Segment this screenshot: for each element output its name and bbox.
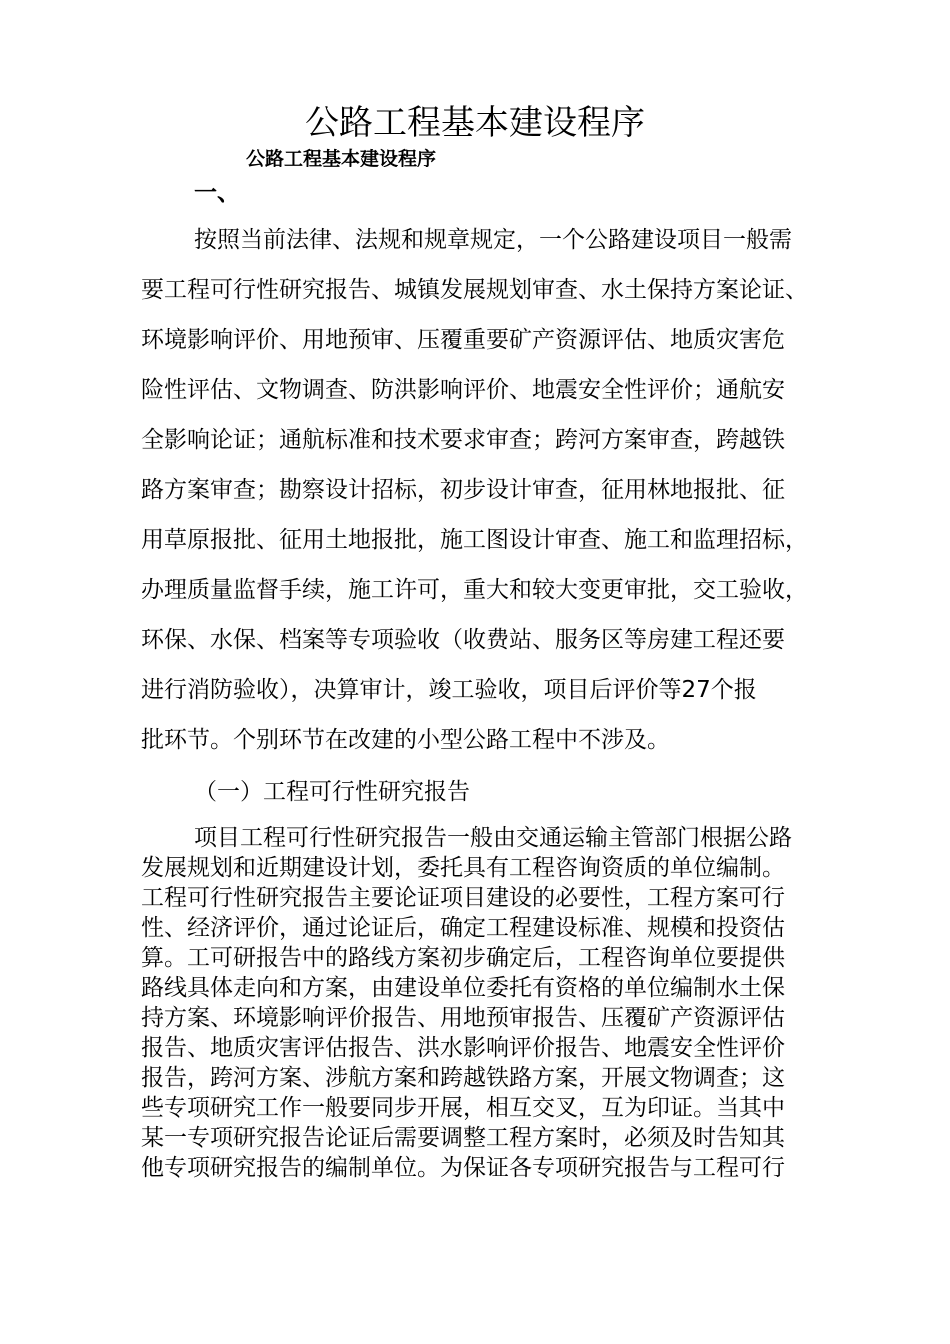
paragraph-1-line: 环境影响评价、用地预审、压覆重要矿产资源评估、地质灾害危 <box>141 327 785 353</box>
section-number: 一、 <box>194 180 240 206</box>
paragraph-1 <box>141 215 841 765</box>
paragraph-1-line: 进行消防验收），决算审计，竣工验收，项目后评价等27个报 <box>141 677 757 703</box>
paragraph-1-line: 险性评估、文物调查、防洪影响评价、地震安全性评价；通航安 <box>141 377 785 403</box>
paragraph-1-line: 路方案审查；勘察设计招标，初步设计审查，征用林地报批、征 <box>141 477 785 503</box>
paragraph-2-line: 发展规划和近期建设计划，委托具有工程咨询资质的单位编制。 <box>141 855 785 881</box>
paragraph-2-line: 持方案、环境影响评价报告、用地预审报告、压覆矿产资源评估 <box>141 1005 785 1031</box>
paragraph-2-line: 工程可行性研究报告主要论证项目建设的必要性，工程方案可行 <box>141 885 785 911</box>
paragraph-1-line: 全影响论证；通航标准和技术要求审查；跨河方案审查，跨越铁 <box>141 427 785 453</box>
paragraph-2-line: 些专项研究工作一般要同步开展，相互交叉，互为印证。当其中 <box>141 1095 785 1121</box>
paragraph-1-line: 用草原报批、征用土地报批，施工图设计审查、施工和监理招标， <box>141 527 808 553</box>
paragraph-1-line: 按照当前法律、法规和规章规定，一个公路建设项目一般需 <box>194 227 792 253</box>
paragraph-1-line: 办理质量监督手续，施工许可，重大和较大变更审批，交工验收， <box>141 577 808 603</box>
subsection-heading: （一）工程可行性研究报告 <box>194 779 470 805</box>
paragraph-2-line: 性、经济评价，通过论证后，确定工程建设标准、规模和投资估 <box>141 915 785 941</box>
paragraph-2-line: 他专项研究报告的编制单位。为保证各专项研究报告与工程可行 <box>141 1155 785 1181</box>
paragraph-2-line: 路线具体走向和方案，由建设单位委托有资格的单位编制水土保 <box>141 975 785 1001</box>
paragraph-2-line: 某一专项研究报告论证后需要调整工程方案时，必须及时告知其 <box>141 1125 785 1151</box>
paragraph-1-line: 环保、水保、档案等专项验收（收费站、服务区等房建工程还要 <box>141 627 785 653</box>
paragraph-1-line: 要工程可行性研究报告、城镇发展规划审查、水土保持方案论证、 <box>141 277 808 303</box>
paragraph-1-line: 批环节。个别环节在改建的小型公路工程中不涉及。 <box>141 727 670 753</box>
paragraph-2 <box>141 823 841 1183</box>
paragraph-2-line: 算。工可研报告中的路线方案初步确定后，工程咨询单位要提供 <box>141 945 785 971</box>
paragraph-2-line: 报告，跨河方案、涉航方案和跨越铁路方案，开展文物调查；这 <box>141 1065 785 1091</box>
document-title: 公路工程基本建设程序 <box>305 103 645 143</box>
paragraph-2-line: 报告、地质灾害评估报告、洪水影响评价报告、地震安全性评价 <box>141 1035 785 1061</box>
document-subtitle: 公路工程基本建设程序 <box>246 148 437 167</box>
paragraph-2-line: 项目工程可行性研究报告一般由交通运输主管部门根据公路 <box>194 825 792 851</box>
